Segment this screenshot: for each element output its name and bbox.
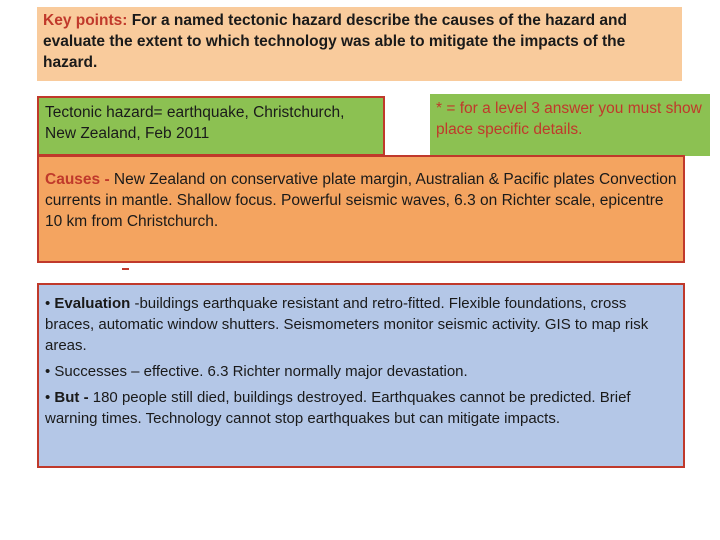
level3-note-box	[430, 94, 710, 156]
key-points-label: Key points:	[43, 12, 128, 29]
but-label: But -	[54, 389, 89, 406]
bullet: •	[45, 295, 55, 312]
but-text: 180 people still died, buildings destroyed. Earthquakes cannot be predicted. Brief warning times. Technology cannot stop earthquakes but can mitigate impacts.	[45, 389, 631, 427]
bullet: •	[45, 363, 55, 380]
evaluation-box	[37, 283, 685, 468]
causes-label: Causes -	[45, 171, 110, 188]
key-points-box	[37, 7, 682, 81]
bullet: •	[45, 389, 55, 406]
but-item	[45, 387, 677, 429]
successes-item	[45, 361, 677, 382]
hazard-box	[37, 96, 385, 156]
hazard-text: Tectonic hazard= earthquake, Christchurch, New Zealand, Feb 2011	[45, 104, 345, 142]
successes-text: Successes – effective. 6.3 Richter normally major devastation.	[54, 363, 468, 380]
level3-note-text: * = for a level 3 answer you must show place specific details.	[436, 100, 702, 138]
causes-box	[37, 155, 685, 263]
key-points-text: For a named tectonic hazard describe the causes of the hazard and evaluate the extent to which technology was able to mitigate the impacts of the hazard.	[43, 12, 627, 71]
divider-dash	[122, 268, 129, 270]
causes-text: New Zealand on conservative plate margin, Australian & Pacific plates Convection currents in mantle. Shallow focus. Powerful seismic waves, 6.3 on Richter scale, epicentre 10 km from Christchurch.	[45, 171, 677, 230]
evaluation-label: Evaluation	[54, 295, 131, 312]
evaluation-item	[45, 293, 677, 356]
evaluation-text: -buildings earthquake resistant and retro-fitted. Flexible foundations, cross braces, automatic window shutters. Seismometers monitor seismic activity. GIS to map risk areas.	[45, 295, 649, 354]
